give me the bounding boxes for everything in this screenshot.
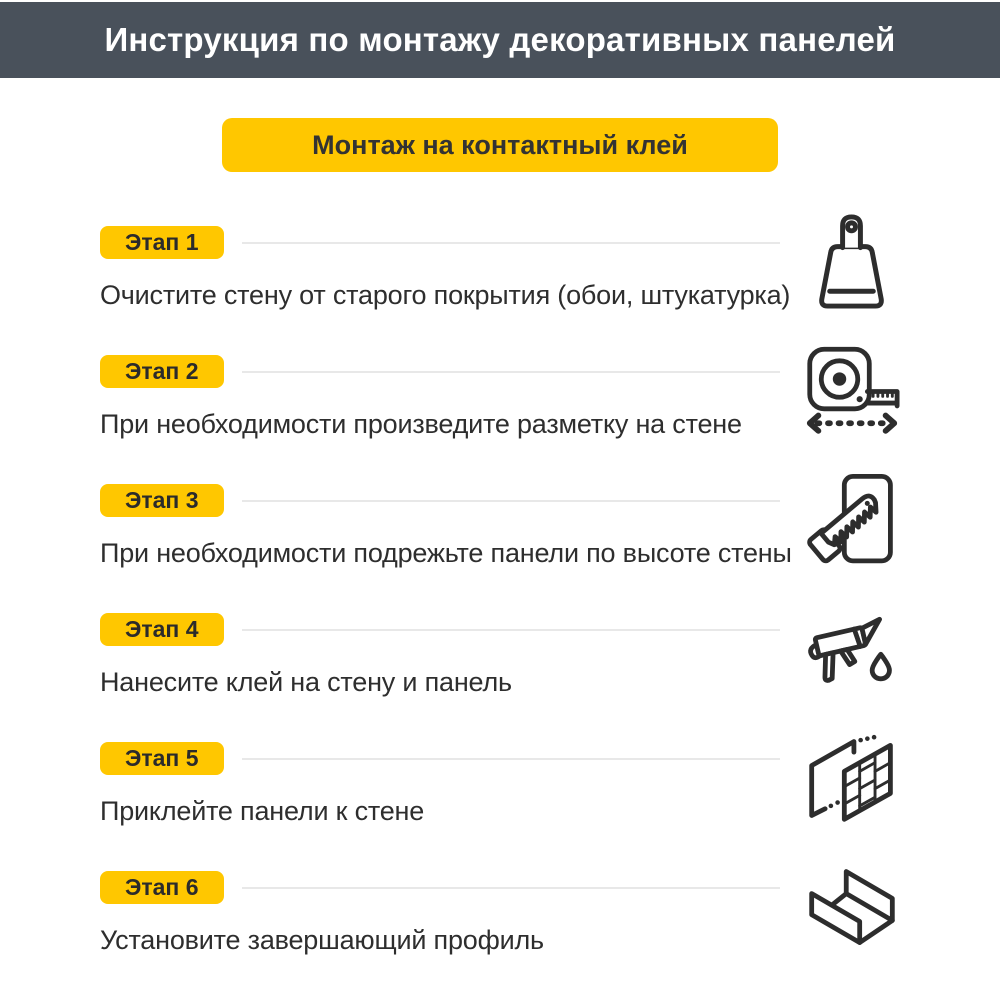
step-6-head — [100, 871, 900, 904]
step-1-text: Очистите стену от старого покрытия (обои, штукатурка) — [100, 280, 791, 310]
step-2-badge: Этап 2 — [100, 355, 224, 388]
step-6-text: Установите завершающий профиль — [100, 925, 544, 955]
step-5-head — [100, 742, 900, 775]
step-2-head — [100, 355, 900, 388]
tape-measure-icon — [804, 340, 900, 444]
step-6 — [100, 871, 900, 1000]
page-title: Инструкция по монтажу декоративных панелей — [104, 21, 896, 58]
step-3-badge: Этап 3 — [100, 484, 224, 517]
step-3 — [100, 484, 900, 613]
steps-list — [100, 226, 900, 1000]
step-1 — [100, 226, 900, 355]
finishing-profile-icon — [804, 856, 900, 960]
infographic-page — [0, 2, 1000, 1000]
divider-line — [242, 500, 781, 502]
step-4-text: Нанесите клей на стену и панель — [100, 667, 512, 697]
saw-cutting-panel-icon — [804, 469, 900, 573]
step-4-badge: Этап 4 — [100, 613, 224, 646]
glue-gun-icon — [804, 598, 900, 702]
section-banner — [222, 118, 778, 172]
step-2 — [100, 355, 900, 484]
step-5-text: Приклейте панели к стене — [100, 796, 425, 826]
step-4 — [100, 613, 900, 742]
header-bar — [0, 2, 1000, 78]
divider-line — [242, 758, 781, 760]
step-1-head — [100, 226, 900, 259]
divider-line — [242, 371, 781, 373]
step-3-head — [100, 484, 900, 517]
step-5-badge: Этап 5 — [100, 742, 224, 775]
step-4-head — [100, 613, 900, 646]
step-6-badge: Этап 6 — [100, 871, 224, 904]
step-1-badge: Этап 1 — [100, 226, 224, 259]
step-2-text: При необходимости произведите разметку на стене — [100, 409, 742, 439]
panel-on-wall-icon — [804, 727, 900, 831]
section-banner-label: Монтаж на контактный клей — [312, 129, 688, 160]
divider-line — [242, 242, 781, 244]
divider-line — [242, 629, 781, 631]
step-3-text: При необходимости подрежьте панели по высоте стены — [100, 538, 792, 568]
putty-knife-icon — [804, 211, 900, 315]
step-5 — [100, 742, 900, 871]
divider-line — [242, 887, 781, 889]
